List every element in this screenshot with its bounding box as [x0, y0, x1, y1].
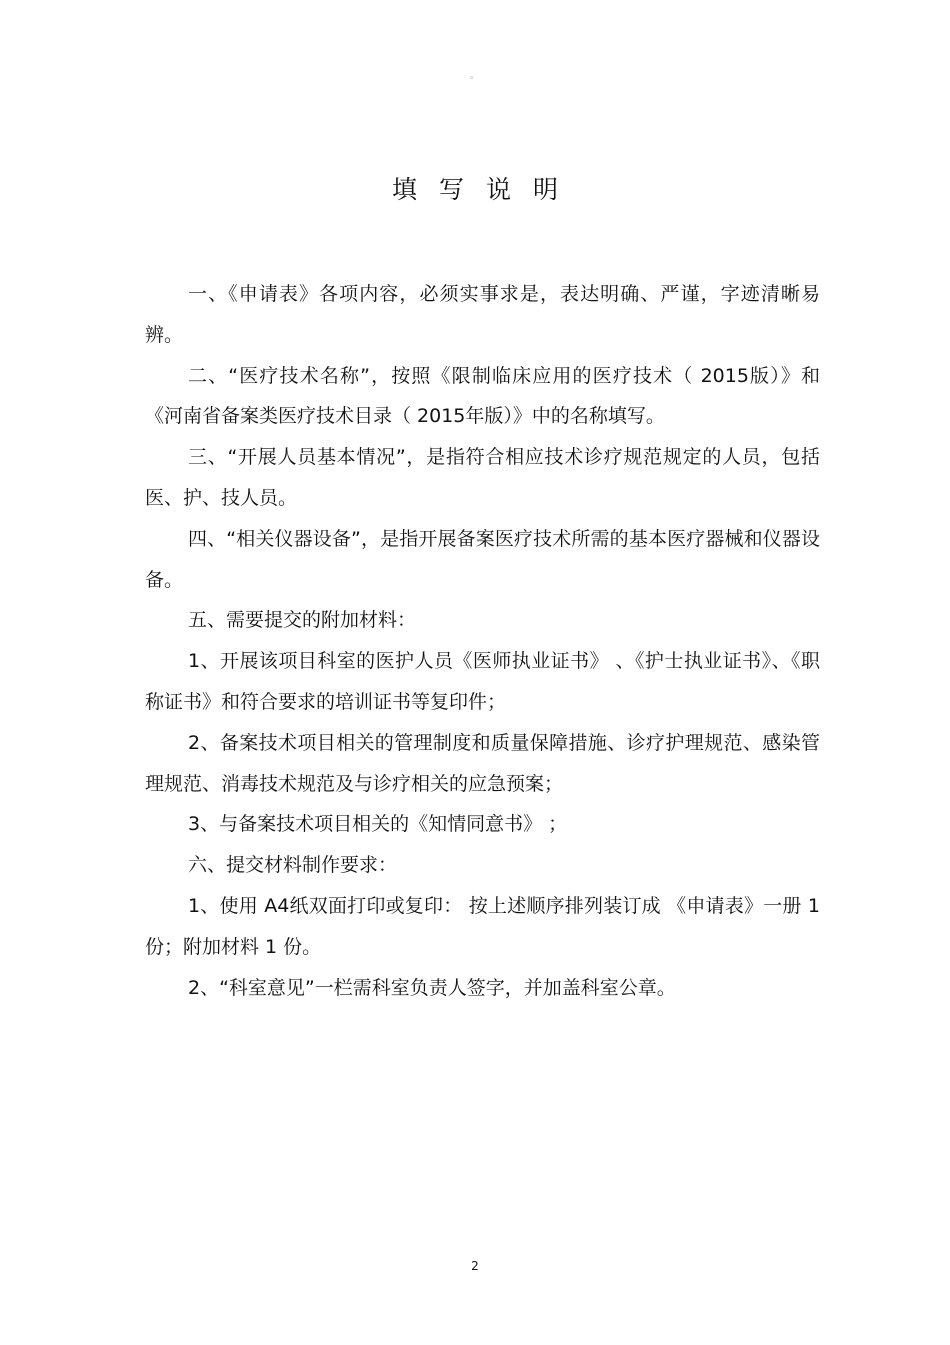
- material-item-3: 3、与备案技术项目相关的《知情同意书》 ；: [188, 813, 568, 836]
- instruction-paragraph-4: 四、“相关仪器设备”，是指开展备案医疗技术所需的基本医疗器械和仪器设备。: [145, 527, 820, 591]
- instruction-paragraph-2: 二、“医疗技术名称”，按照《限制临床应用的医疗技术（ 2015版）》和《河南省备案类医疗技术目录（ 2015年版）》中的名称填写。: [145, 364, 820, 428]
- instruction-paragraph-6: 六、提交材料制作要求：: [188, 854, 398, 877]
- material-item-1: 1、开展该项目科室的医护人员《医师执业证书》 、《护士执业证书》、《职称证书》和符合要求的培训证书等复印件；: [145, 650, 820, 713]
- instruction-paragraph-1: 一、《申请表》各项内容，必须实事求是，表达明确、严谨，字迹清晰易辨。: [145, 283, 820, 346]
- material-item-2: 2、备案技术项目相关的管理制度和质量保障措施、诊疗护理规范、感染管理规范、消毒技术规范及与诊疗相关的应急预案；: [145, 731, 820, 795]
- instructions-body: [145, 274, 820, 1008]
- page-title: 填写说明: [391, 175, 580, 204]
- requirement-item-1: 1、使用 A4纸双面打印或复印： 按上述顺序排列装订成 《申请表》一册 1 份；附加材料 1 份。: [145, 894, 820, 958]
- requirement-item-2: 2、“科室意见”一栏需科室负责人签字，并加盖科室公章。: [188, 976, 676, 999]
- instruction-paragraph-5: 五、需要提交的附加材料：: [188, 609, 417, 632]
- header-mark: 。: [470, 71, 480, 81]
- page-number: 2: [471, 1259, 479, 1273]
- instruction-paragraph-3: 三、“开展人员基本情况”，是指符合相应技术诊疗规范规定的人员，包括医、护、技人员。: [145, 446, 820, 509]
